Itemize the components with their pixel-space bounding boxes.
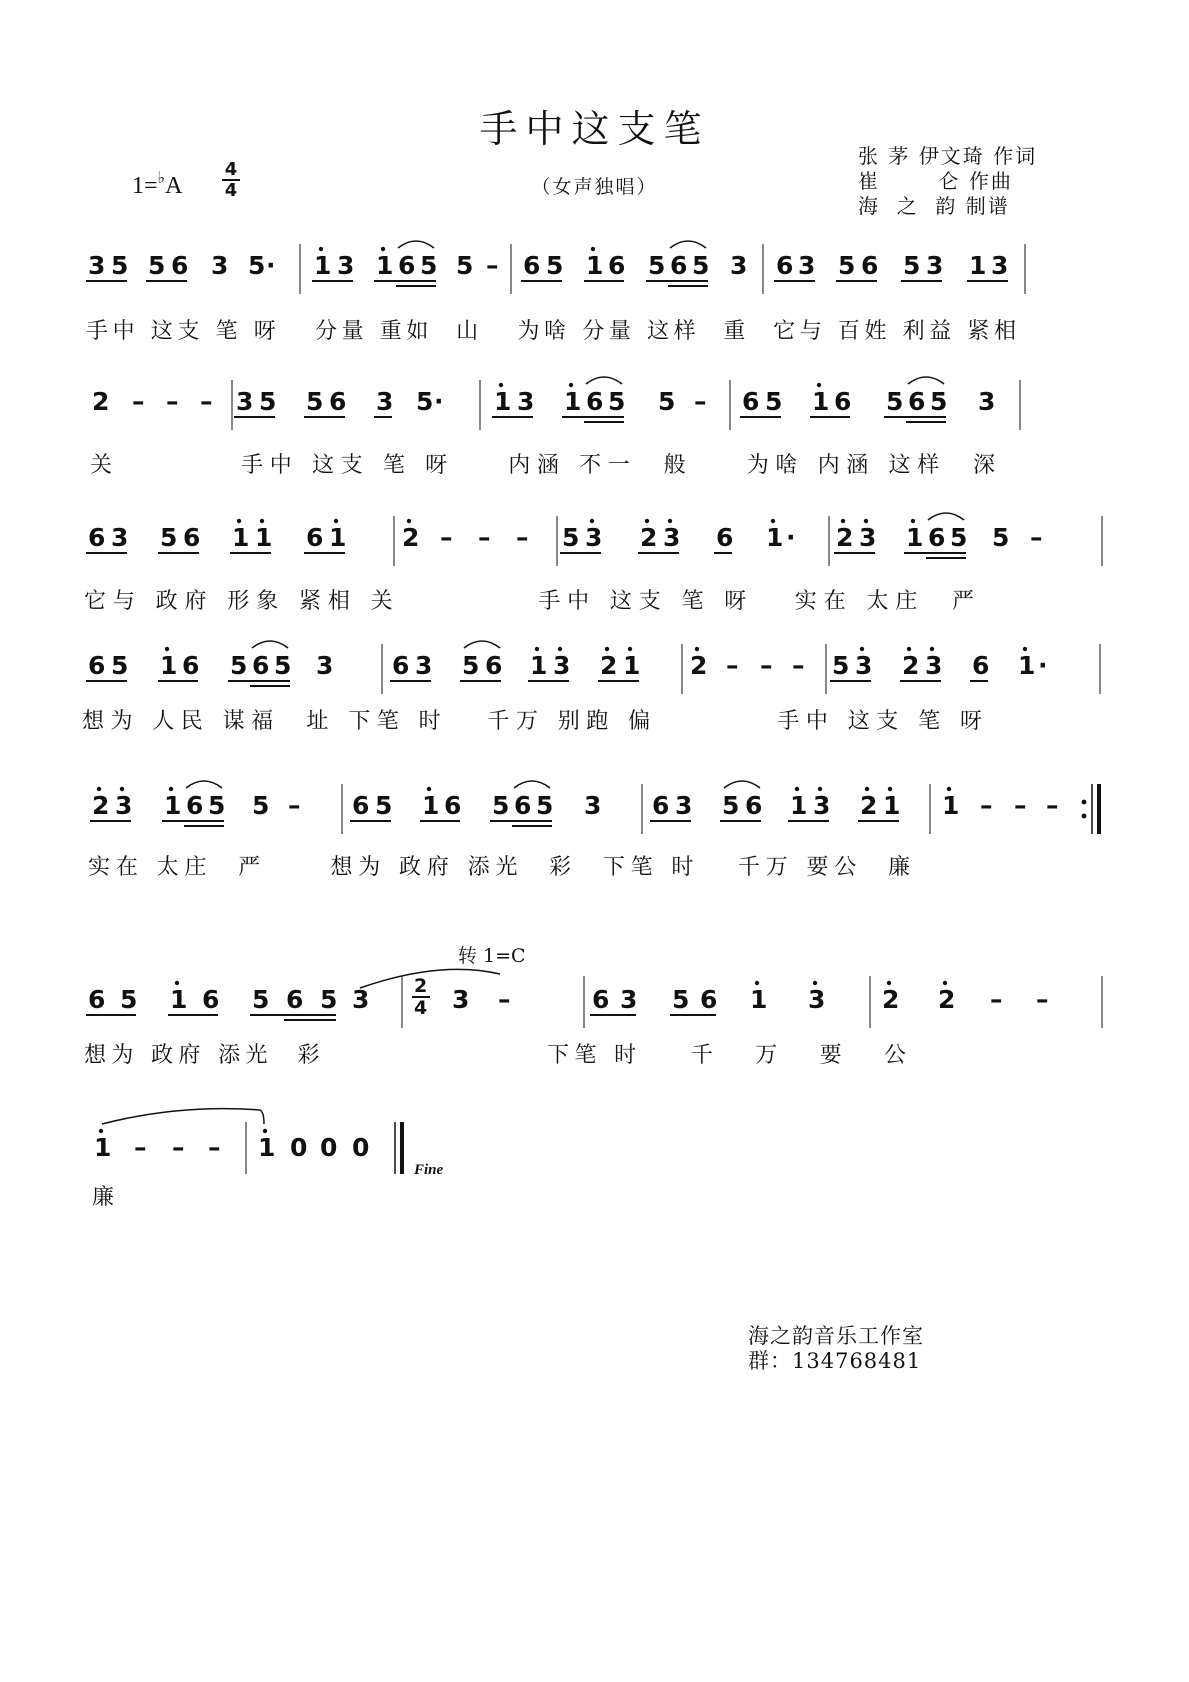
measure-11 [560, 519, 796, 553]
svg-text:2: 2 [402, 523, 420, 552]
measure-15 [690, 647, 805, 680]
svg-text:3: 3 [859, 523, 877, 552]
tie-slur [102, 1109, 264, 1124]
svg-text:3: 3 [855, 651, 873, 680]
svg-text:5: 5 [111, 651, 129, 680]
svg-text:3: 3 [376, 387, 394, 416]
svg-text:5: 5 [672, 985, 690, 1014]
svg-text:6: 6 [592, 985, 610, 1014]
svg-text:2: 2 [414, 975, 428, 997]
svg-text:3: 3 [808, 985, 826, 1014]
score-system-6 [80, 946, 1110, 1066]
svg-text:2: 2 [882, 985, 900, 1014]
svg-text:5: 5 [492, 791, 510, 820]
measure-21 [86, 981, 369, 1020]
svg-text:5: 5 [722, 791, 740, 820]
lyrics-line-5: 实在 太庄 严 想为 政府 添光 彩 下笔 时 千万 要公 廉 [88, 855, 910, 880]
svg-text:1: 1 [883, 791, 901, 820]
svg-text:–: – [990, 985, 1003, 1014]
svg-text:6: 6 [514, 791, 532, 820]
studio-name: 海之韵音乐工作室 [748, 1324, 924, 1348]
measure-10 [402, 519, 529, 552]
svg-text:6: 6 [523, 251, 541, 280]
measure-6 [234, 387, 444, 417]
svg-text:1: 1 [530, 651, 548, 680]
svg-text:·: · [266, 251, 276, 280]
svg-text:6: 6 [186, 791, 204, 820]
measure-14 [390, 641, 640, 681]
svg-text:1: 1 [623, 651, 641, 680]
svg-text:1: 1 [94, 1133, 112, 1162]
svg-text:1: 1 [422, 791, 440, 820]
svg-text:1: 1 [812, 387, 830, 416]
svg-text:5: 5 [930, 387, 948, 416]
svg-text:5: 5 [832, 651, 850, 680]
measure-19 [650, 781, 900, 821]
svg-text:4: 4 [414, 997, 428, 1019]
svg-text:5: 5 [462, 651, 480, 680]
svg-text:0: 0 [320, 1133, 338, 1162]
svg-text:6: 6 [88, 651, 106, 680]
svg-text:5: 5 [886, 387, 904, 416]
svg-text:1: 1 [160, 651, 178, 680]
svg-text:5: 5 [992, 523, 1010, 552]
svg-text:2: 2 [92, 387, 110, 416]
svg-text:6: 6 [252, 651, 270, 680]
svg-text:6: 6 [861, 251, 879, 280]
svg-text:6: 6 [745, 791, 763, 820]
studio-credit [748, 1324, 924, 1374]
svg-text:6: 6 [398, 251, 416, 280]
measure-8 [740, 377, 995, 422]
svg-text:6: 6 [742, 387, 760, 416]
measure-9 [86, 519, 346, 553]
svg-text:–: – [1014, 791, 1027, 820]
svg-text:5: 5 [230, 651, 248, 680]
measure-2 [312, 241, 499, 286]
svg-text:3: 3 [991, 251, 1009, 280]
svg-text:2: 2 [640, 523, 658, 552]
time-signature: 4 4 [222, 160, 240, 200]
svg-text:·: · [434, 387, 444, 416]
svg-text:5: 5 [950, 523, 968, 552]
lyrics-line-2: 关 手中 这支 笔 呀 内涵 不一 般 为啥 内涵 这样 深 [90, 453, 996, 478]
svg-text:6: 6 [444, 791, 462, 820]
measure-20 [942, 787, 1059, 820]
svg-text:3: 3 [813, 791, 831, 820]
svg-text:3: 3 [352, 985, 370, 1014]
svg-text:3: 3 [585, 523, 603, 552]
measure-17 [90, 781, 301, 826]
svg-text:3: 3 [730, 251, 748, 280]
svg-text:5: 5 [765, 387, 783, 416]
svg-text:1: 1 [942, 791, 960, 820]
svg-text:3: 3 [111, 523, 129, 552]
measure-7 [492, 377, 707, 422]
key-signature: 1=♭A [132, 170, 183, 199]
svg-text:5: 5 [160, 523, 178, 552]
svg-text:–: – [132, 387, 145, 416]
tie-slur [360, 969, 500, 988]
svg-text:0: 0 [352, 1133, 370, 1162]
svg-text:6: 6 [908, 387, 926, 416]
lyrics-line-4: 想为 人民 谋福 址 下笔 时 千万 别跑 偏 手中 这支 笔 呀 [82, 709, 983, 734]
measure-5 [92, 387, 213, 416]
svg-text:6: 6 [776, 251, 794, 280]
svg-text:5: 5 [259, 387, 277, 416]
svg-text:5: 5 [120, 985, 138, 1014]
svg-text:5: 5 [274, 651, 292, 680]
score-system-7 [80, 1100, 1110, 1220]
svg-text:5: 5 [608, 387, 626, 416]
lyrics-line-7: 廉 [92, 1185, 115, 1210]
svg-text:5: 5 [546, 251, 564, 280]
svg-text:5: 5 [252, 985, 270, 1014]
svg-text:5: 5 [248, 251, 266, 280]
svg-text:1: 1 [258, 1133, 276, 1162]
svg-text:3: 3 [926, 251, 944, 280]
svg-text:6: 6 [329, 387, 347, 416]
svg-text:3: 3 [663, 523, 681, 552]
song-title: 手中这支笔 [479, 107, 710, 151]
svg-text:–: – [1036, 985, 1049, 1014]
measure-26 [258, 1129, 369, 1162]
svg-text:1: 1 [255, 523, 273, 552]
svg-text:2: 2 [938, 985, 956, 1014]
svg-text:5: 5 [838, 251, 856, 280]
svg-text:–: – [200, 387, 213, 416]
svg-text:1: 1 [564, 387, 582, 416]
svg-text:3: 3 [978, 387, 996, 416]
measure-24 [882, 981, 1049, 1014]
svg-text:3: 3 [925, 651, 943, 680]
credit-engraver: 海 之 韵 制谱 [858, 194, 1010, 218]
svg-text:5: 5 [536, 791, 554, 820]
svg-text:6: 6 [586, 387, 604, 416]
measure-3 [521, 241, 747, 286]
svg-text:5: 5 [252, 791, 270, 820]
svg-text:6: 6 [352, 791, 370, 820]
svg-text:3: 3 [620, 985, 638, 1014]
svg-text:6: 6 [182, 651, 200, 680]
svg-text:·: · [786, 523, 796, 552]
svg-text:5: 5 [692, 251, 710, 280]
lyrics-line-1: 手中 这支 笔 呀 分量 重如 山 为啥 分量 这样 重 它与 百姓 利益 紧相 [86, 319, 1016, 344]
svg-text:–: – [478, 523, 491, 552]
svg-text:6: 6 [88, 985, 106, 1014]
svg-text:·: · [1038, 651, 1048, 680]
svg-text:1: 1 [969, 251, 987, 280]
svg-text:3: 3 [584, 791, 602, 820]
svg-text:1: 1 [494, 387, 512, 416]
measure-16 [830, 647, 1048, 681]
svg-text:–: – [498, 985, 511, 1014]
svg-text:1: 1 [376, 251, 394, 280]
svg-text:5: 5 [648, 251, 666, 280]
svg-text:6: 6 [700, 985, 718, 1014]
score-system-2 [80, 372, 1110, 492]
svg-text:2: 2 [92, 791, 110, 820]
svg-text:–: – [1030, 523, 1043, 552]
svg-text:6: 6 [88, 523, 106, 552]
credit-composer: 崔 仑 作曲 [858, 169, 1013, 193]
measure-18 [350, 781, 601, 826]
credits [858, 144, 1037, 219]
svg-text:5: 5 [903, 251, 921, 280]
svg-text:1: 1 [329, 523, 347, 552]
lyrics-line-6: 想为 政府 添光 彩 下笔 时 千 万 要 公 [84, 1043, 906, 1068]
svg-text:6: 6 [972, 651, 990, 680]
svg-text:6: 6 [834, 387, 852, 416]
score-system-5 [80, 776, 1110, 896]
svg-text:5: 5 [306, 387, 324, 416]
svg-text:2: 2 [690, 651, 708, 680]
svg-text:3: 3 [798, 251, 816, 280]
svg-text:–: – [172, 1133, 185, 1162]
svg-text:6: 6 [306, 523, 324, 552]
flat-sign: ♭ [157, 170, 166, 187]
svg-text:5: 5 [562, 523, 580, 552]
svg-text:1: 1 [586, 251, 604, 280]
svg-text:–: – [1046, 791, 1059, 820]
svg-text:5: 5 [148, 251, 166, 280]
svg-text:–: – [440, 523, 453, 552]
modulation-mark: 转 1=C [458, 945, 526, 967]
svg-text:5: 5 [375, 791, 393, 820]
svg-text:6: 6 [608, 251, 626, 280]
svg-text:–: – [166, 387, 179, 416]
svg-text:–: – [208, 1133, 221, 1162]
svg-text:5: 5 [658, 387, 676, 416]
svg-text:5: 5 [320, 985, 338, 1014]
svg-text:1: 1 [232, 523, 250, 552]
svg-text:3: 3 [553, 651, 571, 680]
credit-lyricist: 张 茅 伊文琦 作词 [858, 144, 1038, 168]
svg-text:3: 3 [517, 387, 535, 416]
svg-text:3: 3 [211, 251, 229, 280]
svg-text:6: 6 [670, 251, 688, 280]
svg-text:6: 6 [183, 523, 201, 552]
svg-text:1: 1 [164, 791, 182, 820]
svg-text:1: 1 [906, 523, 924, 552]
svg-text:6: 6 [286, 985, 304, 1014]
svg-text:5: 5 [420, 251, 438, 280]
svg-text:1: 1 [750, 985, 768, 1014]
group-number: 群：134768481 [748, 1349, 922, 1373]
measure-25 [94, 1129, 221, 1162]
svg-text:–: – [694, 387, 707, 416]
svg-text:5: 5 [208, 791, 226, 820]
svg-text:–: – [134, 1133, 147, 1162]
svg-text:3: 3 [337, 251, 355, 280]
svg-text:–: – [980, 791, 993, 820]
svg-text:3: 3 [452, 985, 470, 1014]
measure-1 [86, 251, 276, 281]
score-system-4 [80, 636, 1110, 756]
svg-text:–: – [760, 651, 773, 680]
song-subtitle: （女声独唱） [531, 176, 658, 198]
svg-text:1: 1 [766, 523, 784, 552]
svg-text:2: 2 [600, 651, 618, 680]
svg-text:5: 5 [456, 251, 474, 280]
svg-text:–: – [288, 791, 301, 820]
svg-text:–: – [792, 651, 805, 680]
svg-text:3: 3 [115, 791, 133, 820]
score-system-1 [80, 236, 1110, 356]
svg-text:–: – [516, 523, 529, 552]
svg-text:3: 3 [236, 387, 254, 416]
svg-text:6: 6 [652, 791, 670, 820]
svg-text:6: 6 [171, 251, 189, 280]
measure-12 [834, 513, 1043, 558]
measure-4 [774, 251, 1008, 281]
svg-text:1: 1 [1018, 651, 1036, 680]
svg-text:6: 6 [202, 985, 220, 1014]
svg-text:–: – [726, 651, 739, 680]
measure-13 [86, 641, 333, 686]
svg-text:3: 3 [316, 651, 334, 680]
svg-text:5: 5 [111, 251, 129, 280]
svg-text:0: 0 [290, 1133, 308, 1162]
svg-text:2: 2 [836, 523, 854, 552]
score-system-3 [80, 508, 1110, 628]
svg-text:1: 1 [790, 791, 808, 820]
svg-text:1: 1 [314, 251, 332, 280]
svg-text:6: 6 [485, 651, 503, 680]
svg-text:3: 3 [88, 251, 106, 280]
measure-22 [412, 975, 511, 1019]
fine-mark: Fine [414, 1162, 444, 1178]
svg-text:2: 2 [860, 791, 878, 820]
svg-text:3: 3 [675, 791, 693, 820]
svg-text:5: 5 [416, 387, 434, 416]
svg-text:6: 6 [716, 523, 734, 552]
svg-text:6: 6 [928, 523, 946, 552]
svg-text:6: 6 [392, 651, 410, 680]
svg-text:–: – [486, 251, 499, 280]
svg-text:3: 3 [415, 651, 433, 680]
measure-23 [590, 981, 825, 1015]
svg-text:1: 1 [170, 985, 188, 1014]
svg-text:2: 2 [902, 651, 920, 680]
lyrics-line-3: 它与 政府 形象 紧相 关 手中 这支 笔 呀 实在 太庄 严 [84, 589, 974, 614]
